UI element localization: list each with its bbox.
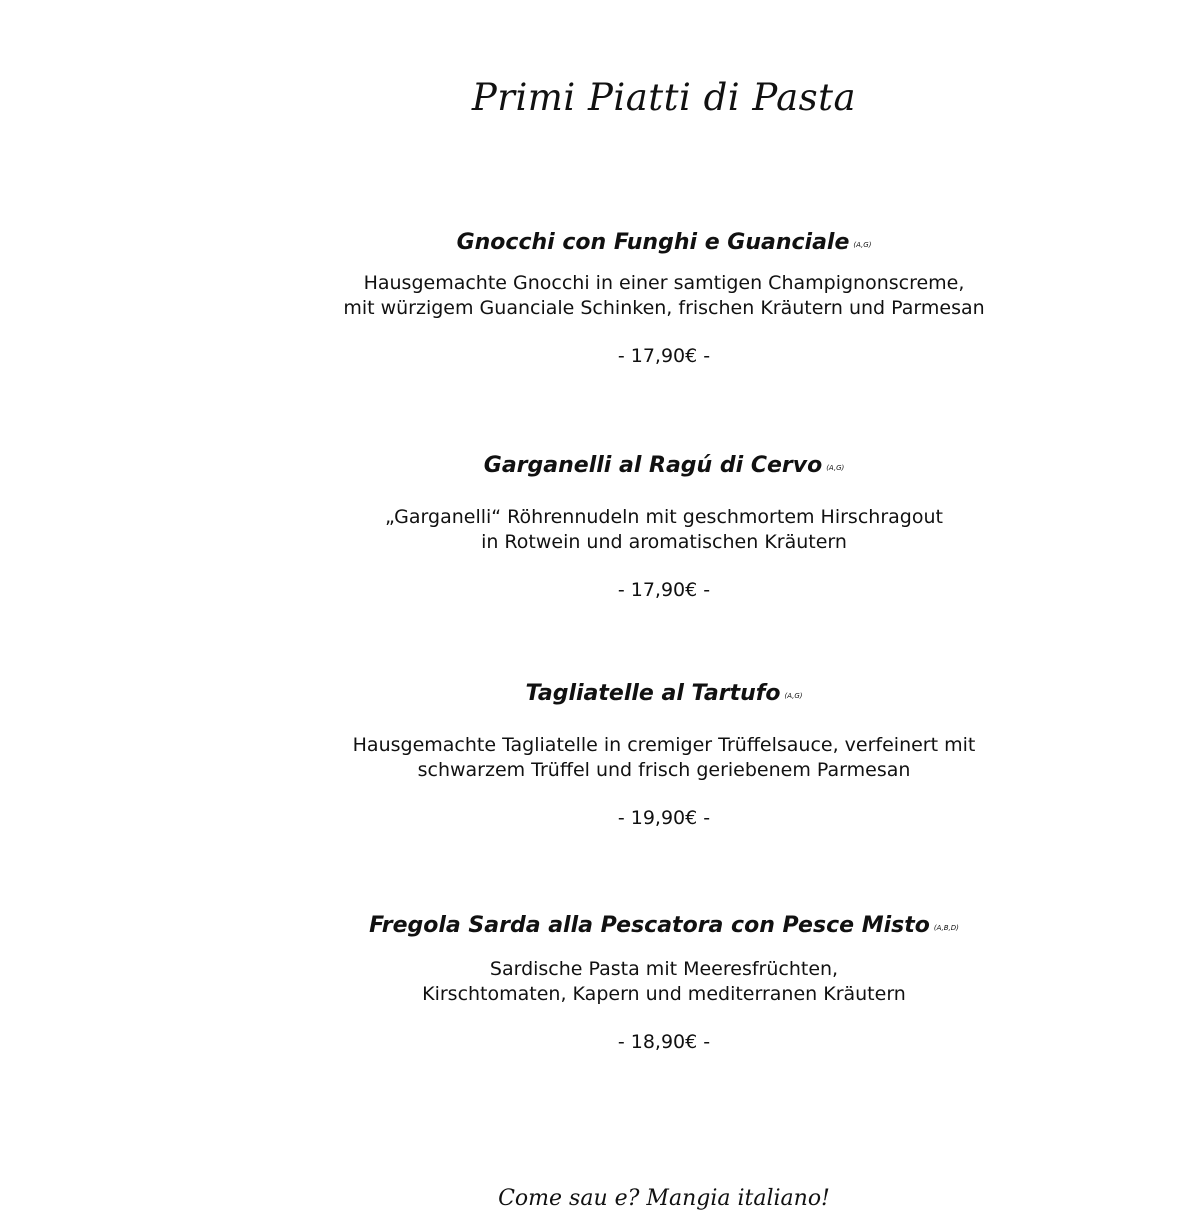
dish-description-line: mit würzigem Guanciale Schinken, frischen Kräutern und Parmesan	[343, 297, 985, 319]
menu-item-tagliatelle	[0, 680, 1200, 831]
page-title: Primi Piatti di Pasta	[471, 76, 857, 119]
menu-item-gnocchi	[0, 229, 1200, 369]
allergen-codes: (A,B,D)	[933, 924, 959, 932]
dish-description-line: Hausgemachte Gnocchi in einer samtigen Champignonscreme,	[363, 272, 965, 294]
dish-price: - 17,90€ -	[617, 579, 711, 601]
dish-description-line: Sardische Pasta mit Meeresfrüchten,	[489, 958, 839, 980]
dish-price: - 19,90€ -	[617, 807, 711, 829]
dish-price: - 17,90€ -	[617, 345, 711, 367]
dish-price: - 18,90€ -	[617, 1031, 711, 1053]
allergen-codes: (A,G)	[826, 464, 845, 472]
allergen-codes: (A,G)	[853, 241, 872, 249]
dish-description-line: in Rotwein und aromatischen Kräutern	[481, 531, 847, 553]
dish-description-line: schwarzem Trüffel und frisch geriebenem Parmesan	[417, 759, 911, 781]
menu-item-fregola	[0, 912, 1200, 1055]
dish-name: Gnocchi con Funghi e Guanciale (A,G)	[456, 230, 872, 255]
footer-slogan: Come sau e? Mangia italiano!	[498, 1186, 830, 1211]
dish-description-line: „Garganelli“ Röhrennudeln mit geschmortem Hirschragout	[385, 506, 943, 528]
menu-item-garganelli	[0, 452, 1200, 603]
dish-name: Tagliatelle al Tartufo (A,G)	[525, 681, 803, 706]
dish-name: Fregola Sarda alla Pescatora con Pesce Misto (A,B,D)	[369, 913, 959, 938]
dish-description-line: Kirschtomaten, Kapern und mediterranen Kräutern	[422, 983, 906, 1005]
dish-name: Garganelli al Ragú di Cervo (A,G)	[483, 453, 845, 478]
allergen-codes: (A,G)	[784, 692, 803, 700]
dish-description-line: Hausgemachte Tagliatelle in cremiger Trüffelsauce, verfeinert mit	[352, 734, 976, 756]
